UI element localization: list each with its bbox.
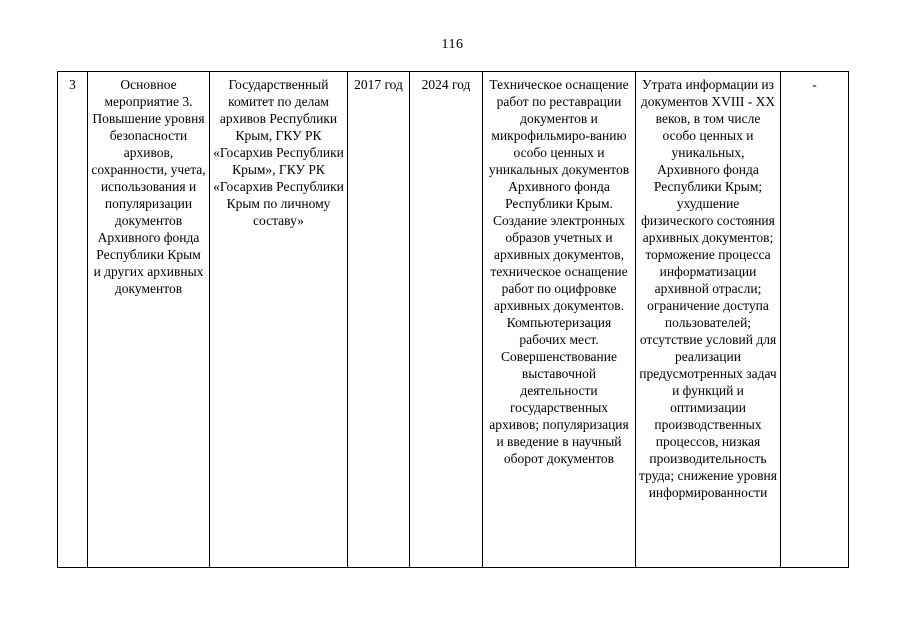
cell-row-number: 3	[58, 72, 88, 568]
cell-end-year: 2024 год	[410, 72, 483, 568]
cell-risk: Утрата информации из документов XVIII - XX веков, в том числе особо ценных и уникальных, Архивного фонда Республики Крым; ухудшение физического состояния архивных документов; торможение процесса информатизации архивной отрасли; ограничение доступа пользователей; отсутствие условий для реализации предусмотренных задач и функций и оптимизации производственных процессов, низкая производительность труда; снижение уровня информированности	[636, 72, 781, 568]
cell-note: -	[781, 72, 849, 568]
table-row	[58, 72, 849, 568]
cell-measure-title: Основное мероприятие 3. Повышение уровня безопасности архивов, сохранности, учета, использования и популяризации документов Архивного фонда Республики Крым и других архивных документов	[88, 72, 210, 568]
cell-expected-result: Техническое оснащение работ по реставрации документов и микрофильмиро-ванию особо ценных и уникальных документов Архивного фонда Республики Крым. Создание электронных образов учетных и архивных документов, техническое оснащение работ по оцифровке архивных документов. Компьютеризация рабочих мест. Совершенствование выставочной деятельности государственных архивов; популяризация и введение в научный оборот документов	[483, 72, 636, 568]
cell-start-year: 2017 год	[348, 72, 410, 568]
page-number: 116	[441, 37, 464, 52]
cell-executor: Государственный комитет по делам архивов Республики Крым, ГКУ РК «Госархив Республики Крым», ГКУ РК «Госархив Республики Крым по личному составу»	[210, 72, 348, 568]
program-measures-table	[57, 71, 849, 568]
